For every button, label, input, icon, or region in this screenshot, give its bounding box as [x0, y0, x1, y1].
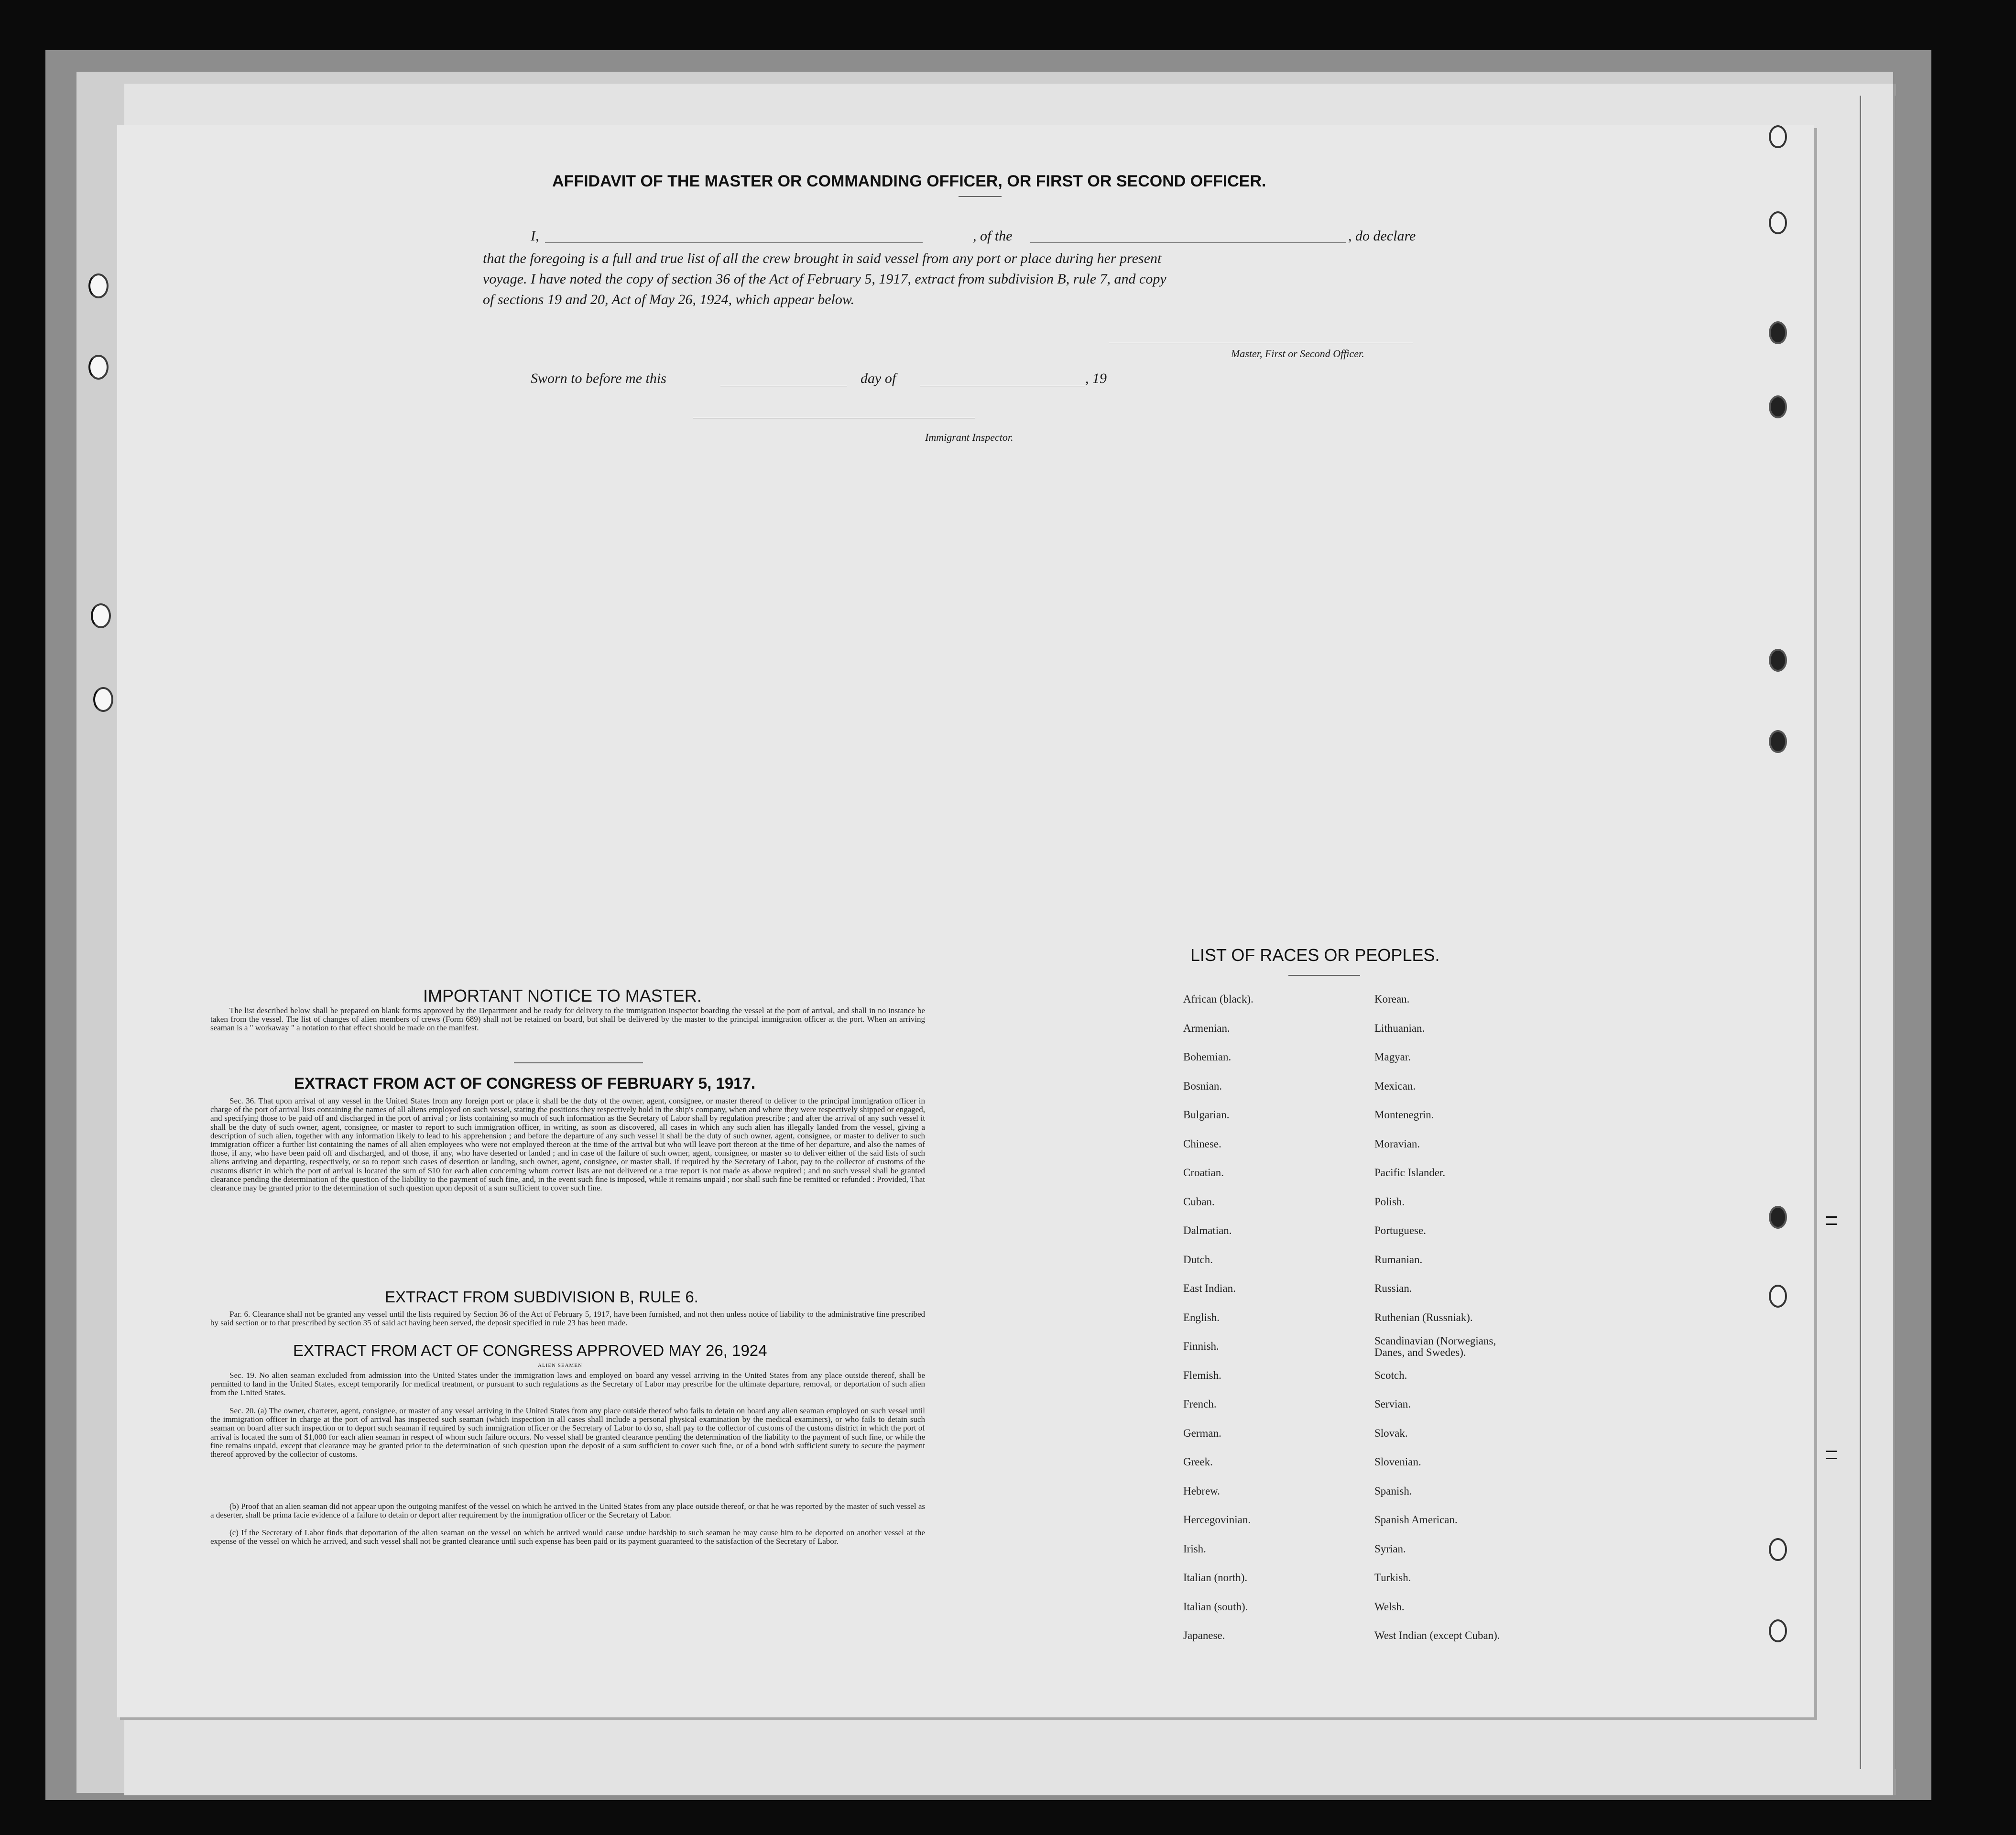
race-item: Irish.: [1183, 1542, 1206, 1555]
affidavit-of-the: , of the: [973, 228, 1013, 244]
race-item: Portuguese.: [1374, 1224, 1426, 1236]
vessel-blank: [1030, 242, 1346, 243]
title-underline: [959, 196, 1002, 197]
day-of-text: day of: [861, 371, 896, 386]
affidavit-i: I,: [531, 228, 539, 244]
race-item: Flemish.: [1183, 1369, 1221, 1381]
races-underline: [1288, 975, 1360, 976]
document-page: [117, 125, 1814, 1717]
race-item: Syrian.: [1374, 1542, 1406, 1555]
affidavit-line-2: that the foregoing is a full and true list of all the crew brought in said vessel from any port or place during her present: [483, 251, 1162, 266]
name-blank: [545, 242, 923, 243]
binder-hole: [88, 355, 109, 380]
binder-hole: [88, 273, 109, 298]
binder-hole: [1769, 395, 1787, 418]
sec-20a: Sec. 20. (a) The owner, charterer, agent, consignee, or master of any vessel arriving in the United States from any place outside thereof who fails to detain on board any alien seaman employed on such vessel until the immigration officer in charge at the port of arrival has inspected such seaman (which inspection in all cases shall include a personal physical examination by the medical examiners), or who fails to detain such seaman on board after such inspection or to deport such seaman if required by such immigration officer or the Secretary of Labor to do so, shall pay to the collector of customs of the customs district in which the port of arrival is located the sum of $1,000 for each alien seaman in respect of whom such failure occurs. No vessel shall be granted clearance pending the determination of the liability to the payment of such fine, or while the fine remains unpaid, except that clearance may be granted prior to the determination of such question upon the deposit of a sum sufficient to cover such fine, or of a bond with sufficient surety to secure the payment thereof approved by the collector of customs.: [210, 1406, 925, 1459]
binder-hole: [1769, 1285, 1787, 1308]
sworn-text: Sworn to before me this: [531, 371, 666, 386]
race-item: Montenegrin.: [1374, 1109, 1434, 1121]
affidavit-line-4: of sections 19 and 20, Act of May 26, 1924, which appear below.: [483, 292, 855, 307]
signature-caption: Master, First or Second Officer.: [1231, 348, 1364, 360]
race-item: Greek.: [1183, 1456, 1213, 1468]
race-item: Italian (north).: [1183, 1572, 1248, 1584]
race-item: Moravian.: [1374, 1137, 1420, 1150]
race-item: Chinese.: [1183, 1137, 1221, 1150]
notice-body: The list described below shall be prepared on blank forms approved by the Department and be ready for delivery to the immigration inspector boarding the vessel at the port of arrival, and shall in no instance be taken from the vessel. The list of changes of alien members of crews (Form 689) shall not be retained on board, but shall be delivered by the master to the principal immigration officer at the port. When an arriving seaman is a " workaway " a notation to that effect should be made on the manifest.: [210, 1006, 925, 1033]
binder-hole: [1769, 125, 1787, 148]
binder-hole: [1769, 1206, 1787, 1229]
race-item: Russian.: [1374, 1282, 1412, 1294]
notice-title: IMPORTANT NOTICE TO MASTER.: [423, 986, 702, 1005]
race-item: Hercegovinian.: [1183, 1514, 1251, 1526]
race-item: English.: [1183, 1311, 1220, 1323]
binder-hole: [91, 603, 111, 628]
race-item: Slovenian.: [1374, 1456, 1421, 1468]
extract-1917-body: Sec. 36. That upon arrival of any vessel in the United States from any foreign port or place it shall be the duty of the owner, agent, consignee, or master thereof to deliver to the principal immigration officer in charge of the port of arrival lists containing the names of all aliens employed on such vessel, stating the positions they respectively hold in the ship's company, when and where they were respectively shipped or engaged, and specifying those to be paid off and discharged in the port of arrival ; or lists containing so much of such information as the Secretary of Labor shall by regulation prescribe ; and after the arrival of any such vessel it shall be the duty of such owner, agent, consignee, or master to report to such immigration officer, in writing, as soon as discovered, all cases in which any such alien has illegally landed from the vessel, giving a description of such alien, together with any information likely to lead to his apprehension ; and before the departure of any such vessel it shall be the duty of such owner, agent, consignee, or master to deliver to such immigration officer a further list containing the names of all alien employees who were not employed thereon at the time of the arrival but who will leave port thereon at the time of her departure, and also the names of those, if any, who have been paid off and discharged, and of those, if any, who have deserted or landed ; and in case of the failure of such owner, agent, consignee, or master so to deliver either of the said lists of such aliens arriving and departing, respectively, or so to report such cases of desertion or landing, such owner, agent, consignee, or master shall, if required by the Secretary of Labor, pay to the collector of customs of the customs district in which the port of arrival is located the sum of $10 for each alien concerning whom correct lists are not delivered or a true report is not made as above required ; and no such vessel shall be granted clearance pending the determination of the question of the liability to the payment of such fine, and, in the event such fine is imposed, while it remains unpaid ; nor shall such fine be remitted or refunded : Provided, That clearance may be granted prior to the determination of such question upon deposit of a sum sufficient to cover such fine.: [210, 1096, 925, 1193]
race-item: Ruthenian (Russniak).: [1374, 1311, 1473, 1323]
race-item: Dalmatian.: [1183, 1224, 1232, 1236]
race-item: Korean.: [1374, 993, 1410, 1005]
subdivision-title: EXTRACT FROM SUBDIVISION B, RULE 6.: [385, 1288, 698, 1306]
race-item: Scandinavian (Norwegians, Danes, and Swedes).: [1374, 1335, 1496, 1358]
race-item: Croatian.: [1183, 1167, 1224, 1179]
race-item: Hebrew.: [1183, 1485, 1220, 1497]
race-item: Servian.: [1374, 1398, 1411, 1410]
race-item: Armenian.: [1183, 1022, 1230, 1034]
divider: [514, 1062, 643, 1063]
race-item: Spanish.: [1374, 1485, 1412, 1497]
sec-20b: (b) Proof that an alien seaman did not appear upon the outgoing manifest of the vessel on which he arrived in the United States from any place outside thereof, or that he was reported by the master of such vessel as a deserter, shall be prima facie evidence of a failure to detain or deport after requirement by the immigration officer or the Secretary of Labor.: [210, 1502, 925, 1520]
binder-hole: [1769, 649, 1787, 672]
race-item: German.: [1183, 1427, 1221, 1439]
race-item: Welsh.: [1374, 1600, 1405, 1613]
race-item: Bosnian.: [1183, 1080, 1222, 1092]
race-item: Italian (south).: [1183, 1600, 1248, 1613]
race-item: Rumanian.: [1374, 1253, 1423, 1266]
race-item: Cuban.: [1183, 1195, 1215, 1208]
race-item: Dutch.: [1183, 1253, 1213, 1266]
binder-hole: [1769, 730, 1787, 753]
race-item: Bulgarian.: [1183, 1109, 1230, 1121]
race-item: French.: [1183, 1398, 1217, 1410]
page-edges: [1860, 96, 1896, 1769]
race-item: East Indian.: [1183, 1282, 1236, 1294]
race-item: Turkish.: [1374, 1572, 1411, 1584]
race-item: African (black).: [1183, 993, 1253, 1005]
binder-hole: [1769, 321, 1787, 344]
year-text: , 19: [1085, 371, 1107, 386]
binder-hole: [1769, 1619, 1787, 1642]
race-item: Pacific Islander.: [1374, 1167, 1446, 1179]
race-item: Mexican.: [1374, 1080, 1416, 1092]
extract-1924-subtitle: ALIEN SEAMEN: [538, 1363, 582, 1368]
extract-1917-title: EXTRACT FROM ACT OF CONGRESS OF FEBRUARY 5, 1917.: [294, 1074, 756, 1092]
race-item: Magyar.: [1374, 1051, 1411, 1063]
race-item: Bohemian.: [1183, 1051, 1231, 1063]
race-item: Scotch.: [1374, 1369, 1407, 1381]
race-item: Slovak.: [1374, 1427, 1408, 1439]
race-item: Japanese.: [1183, 1629, 1225, 1641]
subdivision-body: Par. 6. Clearance shall not be granted any vessel until the lists required by Section 36 of the Act of February 5, 1917, have been furnished, and not then unless notice of liability to the administrative fine prescribed by said section or to that prescribed by section 35 of said act having been served, the deposit specified in rule 23 has been made.: [210, 1310, 925, 1328]
tab-mark: [1826, 1216, 1837, 1225]
extract-1924-title: EXTRACT FROM ACT OF CONGRESS APPROVED MAY 26, 1924: [293, 1342, 767, 1359]
binder-hole: [93, 687, 113, 712]
sec-19: Sec. 19. No alien seaman excluded from admission into the United States under the immigration laws and employed on board any vessel arriving in the United States from any place outside thereof, shall be permitted to land in the United States, except temporarily for medical treatment, or pursuant to such regulations as the Secretary of Labor may prescribe for the ultimate departure, removal, or deportation of such alien from the United States.: [210, 1371, 925, 1398]
binder-hole: [1769, 1538, 1787, 1561]
affidavit-title: AFFIDAVIT OF THE MASTER OR COMMANDING OFFICER, OR FIRST OR SECOND OFFICER.: [552, 172, 1266, 190]
tab-mark: [1826, 1451, 1837, 1459]
race-item: West Indian (except Cuban).: [1374, 1629, 1500, 1641]
races-title: LIST OF RACES OR PEOPLES.: [1190, 945, 1440, 965]
race-item: Spanish American.: [1374, 1514, 1458, 1526]
binder-hole: [1769, 211, 1787, 234]
affidavit-line-3: voyage. I have noted the copy of section 36 of the Act of February 5, 1917, extract from subdivision B, rule 7, and copy: [483, 271, 1166, 287]
affidavit-declare: , do declare: [1348, 228, 1416, 244]
race-item: Lithuanian.: [1374, 1022, 1425, 1034]
sec-20c: (c) If the Secretary of Labor finds that deportation of the alien seaman on the vessel on which he arrived would cause undue hardship to such seaman he may cause him to be deported on another vessel at the expense of the vessel on which he arrived, and such vessel shall not be granted clearance until such expense has been paid or its payment guaranteed to the satisfaction of the Secretary of Labor.: [210, 1528, 925, 1546]
race-item: Finnish.: [1183, 1340, 1219, 1352]
race-item: Polish.: [1374, 1195, 1405, 1208]
inspector-caption: Immigrant Inspector.: [925, 431, 1013, 443]
